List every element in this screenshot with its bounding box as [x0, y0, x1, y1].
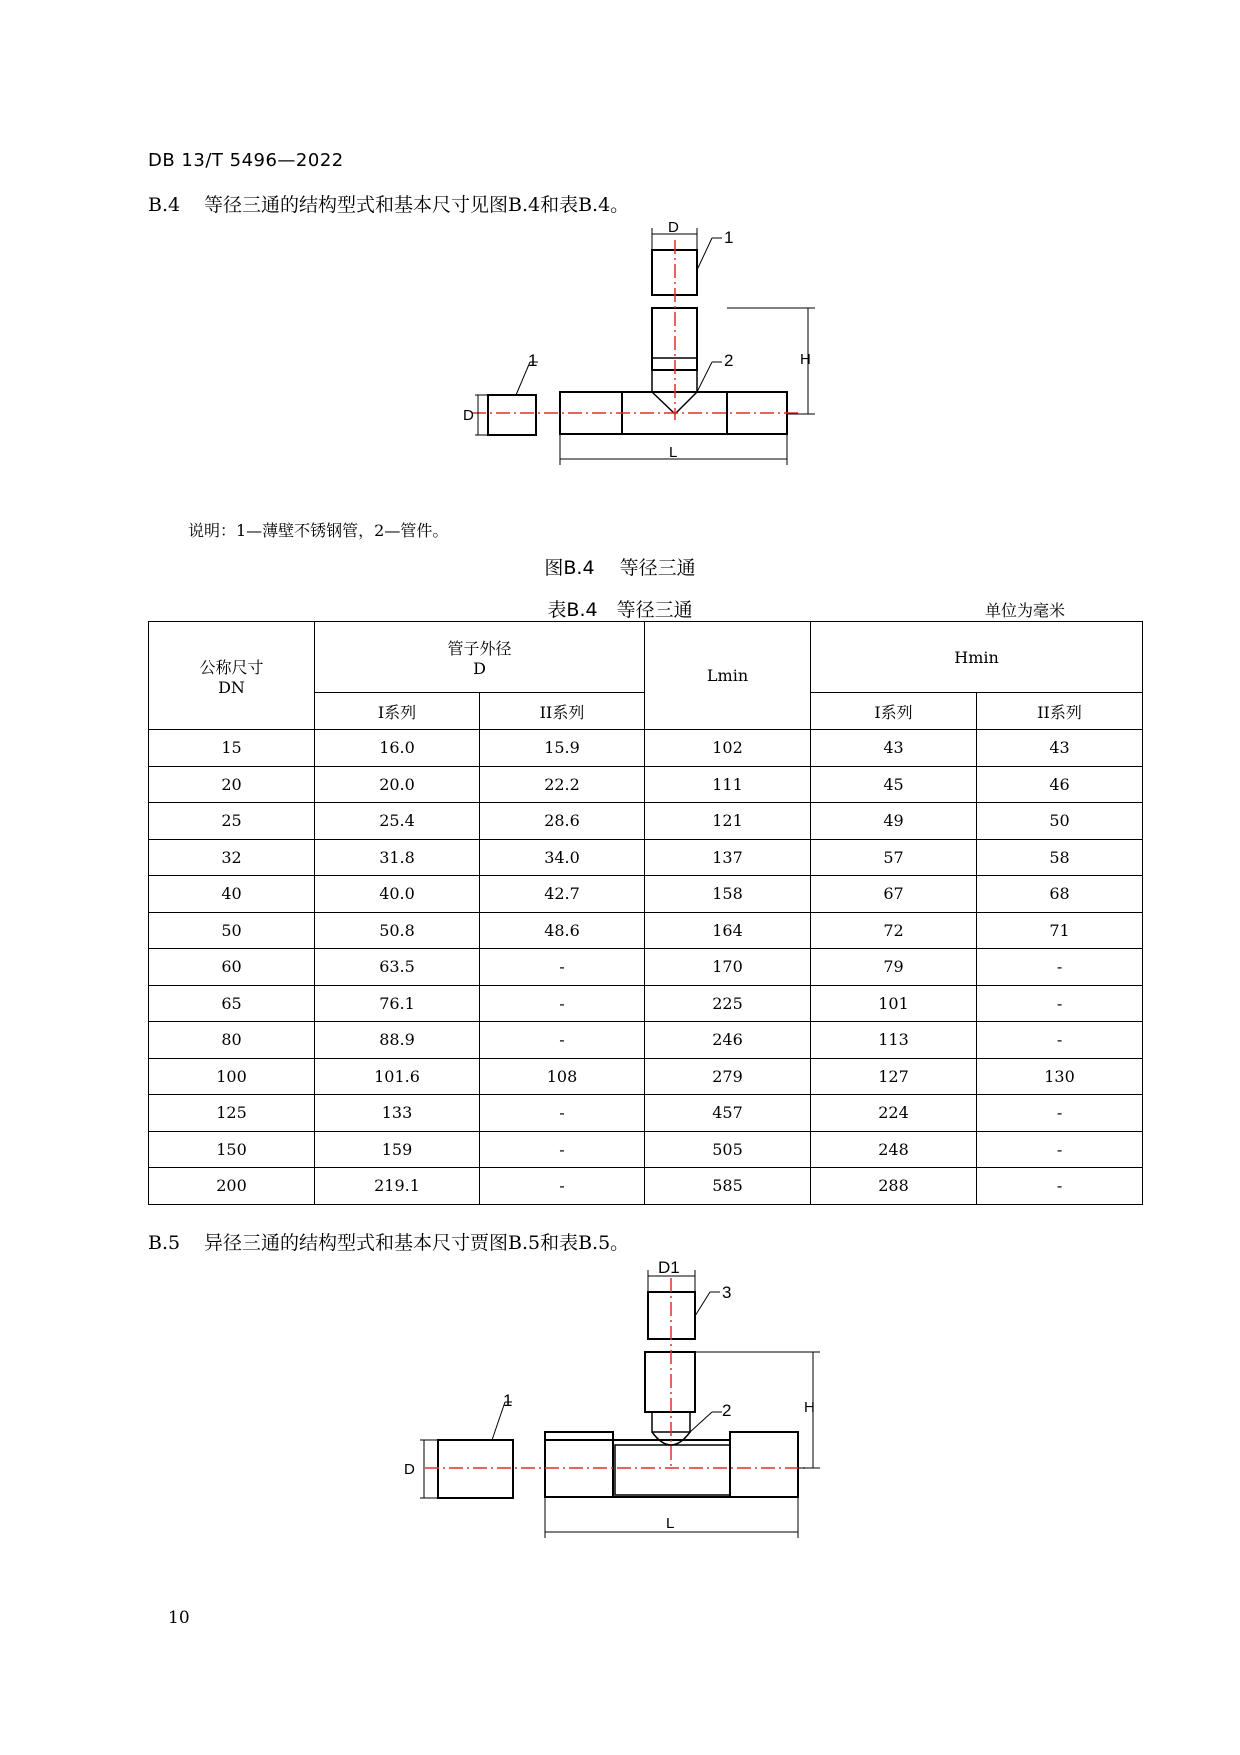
figure-b5-label-l: L — [666, 1515, 675, 1532]
table-cell: - — [977, 949, 1143, 986]
table-cell: 288 — [811, 1168, 977, 1205]
figure-b5-callout-2: 2 — [722, 1401, 732, 1420]
table-cell: 125 — [149, 1095, 315, 1132]
page-number: 10 — [168, 1608, 190, 1628]
table-row — [149, 912, 1143, 949]
table-cell: - — [480, 1168, 645, 1205]
header-h-series2: II系列 — [977, 693, 1143, 730]
table-cell: 137 — [645, 839, 811, 876]
header-od-label: 管子外径 — [447, 639, 512, 658]
table-cell: 40 — [149, 876, 315, 913]
table-cell: 88.9 — [315, 1022, 480, 1059]
figure-b5-left-pipe — [438, 1440, 513, 1498]
document-code: DB 13/T 5496—2022 — [148, 150, 344, 171]
table-cell: 219.1 — [315, 1168, 480, 1205]
figure-b4-callout-2: 2 — [724, 351, 734, 370]
table-cell: 15.9 — [480, 730, 645, 767]
section-b5-number: B.5 — [148, 1232, 181, 1254]
table-cell: 58 — [977, 839, 1143, 876]
table-cell: 25 — [149, 803, 315, 840]
header-dn — [149, 622, 315, 730]
figure-b4-label-l: L — [669, 444, 678, 461]
table-cell: 49 — [811, 803, 977, 840]
table-cell: 150 — [149, 1131, 315, 1168]
section-b4-number: B.4 — [148, 194, 181, 216]
table-cell: 60 — [149, 949, 315, 986]
table-cell: 200 — [149, 1168, 315, 1205]
table-row — [149, 1022, 1143, 1059]
table-cell: 164 — [645, 912, 811, 949]
table-cell: 80 — [149, 1022, 315, 1059]
table-cell: 102 — [645, 730, 811, 767]
table-cell: 50.8 — [315, 912, 480, 949]
table-cell: - — [480, 949, 645, 986]
table-cell: - — [480, 1095, 645, 1132]
table-b4-caption: 表B.4 等径三通 — [547, 599, 693, 621]
table-cell: 46 — [977, 766, 1143, 803]
table-cell: - — [977, 1022, 1143, 1059]
table-cell: 34.0 — [480, 839, 645, 876]
table-cell: 50 — [977, 803, 1143, 840]
header-dn-sub: DN — [218, 677, 245, 697]
table-cell: 43 — [811, 730, 977, 767]
table-cell: 101.6 — [315, 1058, 480, 1095]
figure-b4-left-pipe — [488, 395, 536, 435]
table-cell: 225 — [645, 985, 811, 1022]
table-cell: 101 — [811, 985, 977, 1022]
table-cell: 133 — [315, 1095, 480, 1132]
table-cell: - — [480, 1131, 645, 1168]
table-cell: - — [977, 1168, 1143, 1205]
header-lmin: Lmin — [645, 622, 811, 730]
figure-b4-caption: 图B.4 等径三通 — [544, 557, 696, 579]
table-cell: 130 — [977, 1058, 1143, 1095]
header-od-sub: D — [473, 659, 486, 678]
figure-b4-label-top-d: D — [668, 219, 679, 236]
table-cell: 45 — [811, 766, 977, 803]
table-cell: 43 — [977, 730, 1143, 767]
table-cell: 76.1 — [315, 985, 480, 1022]
figure-b5-label-d: D — [404, 1461, 415, 1478]
table-cell: 25.4 — [315, 803, 480, 840]
table-row — [149, 1058, 1143, 1095]
table-cell: 20.0 — [315, 766, 480, 803]
table-row — [149, 730, 1143, 767]
table-cell: 505 — [645, 1131, 811, 1168]
table-cell: - — [480, 985, 645, 1022]
table-row — [149, 1095, 1143, 1132]
table-cell: 79 — [811, 949, 977, 986]
figure-b5-label-d1: D1 — [658, 1258, 680, 1277]
table-row — [149, 985, 1143, 1022]
table-cell: 32 — [149, 839, 315, 876]
section-b5-paragraph — [148, 1228, 629, 1255]
table-cell: 72 — [811, 912, 977, 949]
table-cell: 50 — [149, 912, 315, 949]
table-cell: 127 — [811, 1058, 977, 1095]
table-cell: 224 — [811, 1095, 977, 1132]
table-cell: - — [977, 1095, 1143, 1132]
figure-b5-branch — [645, 1352, 695, 1412]
table-row — [149, 1131, 1143, 1168]
table-cell: - — [977, 1131, 1143, 1168]
figure-b4-label-left-d: D — [463, 407, 474, 424]
table-cell: 63.5 — [315, 949, 480, 986]
table-cell: 248 — [811, 1131, 977, 1168]
table-row — [149, 839, 1143, 876]
table-cell: 65 — [149, 985, 315, 1022]
table-b4-unit: 单位为毫米 — [985, 601, 1066, 620]
figure-b4-label-h: H — [800, 351, 811, 368]
table-cell: 20 — [149, 766, 315, 803]
table-cell: 246 — [645, 1022, 811, 1059]
table-cell: 22.2 — [480, 766, 645, 803]
section-b4-text: 等径三通的结构型式和基本尺寸见图B.4和表B.4。 — [204, 194, 630, 216]
table-cell: 57 — [811, 839, 977, 876]
table-cell: - — [480, 1022, 645, 1059]
figure-b5-drawing — [390, 1255, 840, 1545]
table-row — [149, 766, 1143, 803]
section-b4-paragraph — [148, 190, 629, 217]
table-cell: 108 — [480, 1058, 645, 1095]
table-row — [149, 949, 1143, 986]
table-cell: 40.0 — [315, 876, 480, 913]
header-hmin: Hmin — [811, 622, 1143, 693]
figure-b4-drawing — [440, 215, 840, 480]
table-cell: 67 — [811, 876, 977, 913]
table-cell: 71 — [977, 912, 1143, 949]
table-cell: 100 — [149, 1058, 315, 1095]
table-row — [149, 1168, 1143, 1205]
figure-b5-centerlines — [425, 1278, 805, 1470]
table-row — [149, 803, 1143, 840]
table-cell: 113 — [811, 1022, 977, 1059]
table-cell: - — [977, 985, 1143, 1022]
header-od-series2: II系列 — [480, 693, 645, 730]
table-cell: 15 — [149, 730, 315, 767]
table-b4-body — [149, 730, 1143, 1205]
figure-b5-label-h: H — [804, 1399, 815, 1416]
header-dn-label: 公称尺寸 — [199, 657, 264, 677]
header-od — [315, 622, 645, 693]
table-cell: 28.6 — [480, 803, 645, 840]
table-cell: 42.7 — [480, 876, 645, 913]
table-cell: 457 — [645, 1095, 811, 1132]
header-od-series1: I系列 — [315, 693, 480, 730]
table-cell: 585 — [645, 1168, 811, 1205]
table-b4 — [148, 621, 1143, 1205]
header-h-series1: I系列 — [811, 693, 977, 730]
figure-b5-callout-1: 1 — [503, 1391, 513, 1410]
figure-b4-callout-1-left: 1 — [528, 351, 538, 370]
table-cell: 279 — [645, 1058, 811, 1095]
section-b5-text: 异径三通的结构型式和基本尺寸贾图B.5和表B.5。 — [204, 1232, 630, 1254]
table-cell: 48.6 — [480, 912, 645, 949]
table-cell: 111 — [645, 766, 811, 803]
table-cell: 170 — [645, 949, 811, 986]
table-row — [149, 876, 1143, 913]
table-cell: 31.8 — [315, 839, 480, 876]
figure-b4-note: 说明：1—薄壁不锈钢管，2—管件。 — [188, 521, 449, 540]
table-cell: 16.0 — [315, 730, 480, 767]
table-cell: 68 — [977, 876, 1143, 913]
figure-b4-callout-1-top: 1 — [724, 228, 734, 247]
table-cell: 121 — [645, 803, 811, 840]
table-cell: 158 — [645, 876, 811, 913]
table-cell: 159 — [315, 1131, 480, 1168]
figure-b5-callout-3: 3 — [722, 1283, 732, 1302]
